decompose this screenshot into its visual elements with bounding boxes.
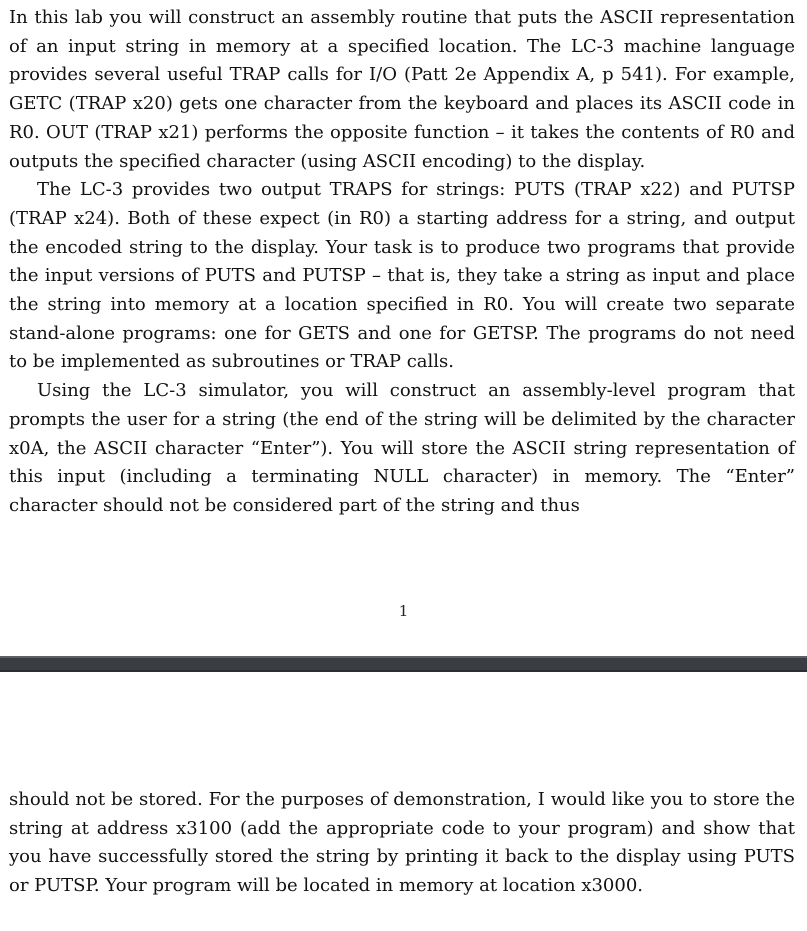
page-2-body xyxy=(9,786,795,901)
paragraph-simulator-task: Using the LC-3 simulator, you will construct an assembly-level program that prompts the user for a string (the end of the string will be delimited by the character x0A, the ASCII character “Enter”). You will store the ASCII string representation of this input (including a terminating NULL character) in memory. The “Enter” character should not be considered part of the string and thus xyxy=(9,380,795,516)
paragraph-output-traps: The LC-3 provides two output TRAPS for strings: PUTS (TRAP x22) and PUTSP (TRAP x24). Both of these expect (in R0) a starting address for a string, and output the encoded string to the display. Your task is to produce two programs that provide the input versions of PUTS and PUTSP – that is, they take a string as input and place the string into memory at a location specified in R0. You will create two separate stand-alone programs: one for GETS and one for GETSP. The programs do not need to be implemented as subroutines or TRAP calls. xyxy=(9,179,795,373)
page-number: 1 xyxy=(398,602,409,620)
paragraph-intro: In this lab you will construct an assembly routine that puts the ASCII representation of an input string in memory at a specified location. The LC-3 machine language provides several useful TRAP calls for I/O (Patt 2e Appendix A, p 541). For example, GETC (TRAP x20) gets one character from the keyboard and places its ASCII code in R0. OUT (TRAP x21) performs the opposite function – it takes the contents of R0 and outputs the specified character (using ASCII encoding) to the display. xyxy=(9,7,795,172)
page-divider xyxy=(0,656,807,672)
page-1-body xyxy=(9,4,795,521)
paragraph-continuation: should not be stored. For the purposes of demonstration, I would like you to store the string at address x3100 (add the appropriate code to your program) and show that you have successfully stored the string by printing it back to the display using PUTS or PUTSP. Your program will be located in memory at location x3000. xyxy=(9,789,795,897)
